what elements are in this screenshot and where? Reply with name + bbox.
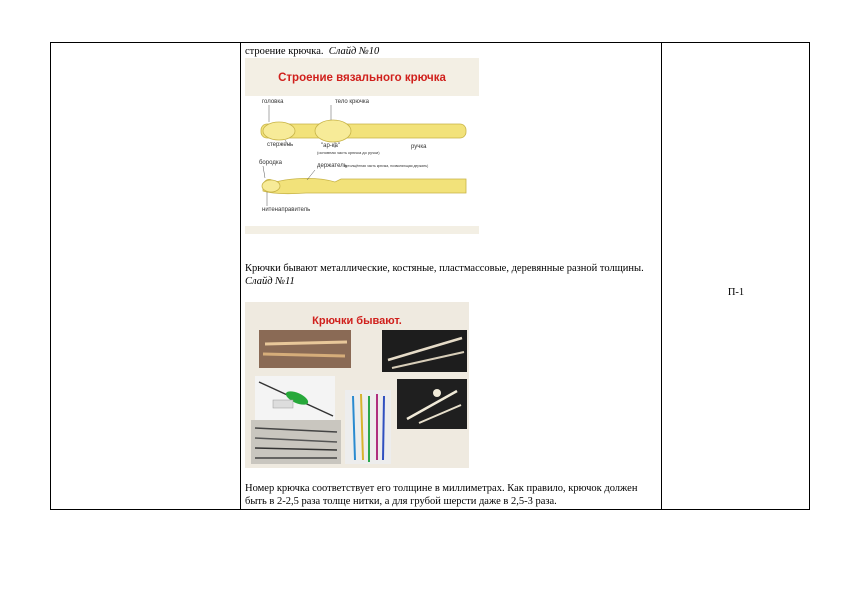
label-holder: держатель [317,163,347,169]
plastic-hook-photo [255,376,335,420]
label-shaft: стержень [267,142,294,148]
bone-hooks-photo [382,330,467,372]
label-thumb-rest-note: (основная часть крючка до ручки) [317,150,380,155]
metal-hooks-photo [251,420,341,464]
slide-number: Слайд №11 [245,276,295,287]
hook-types-figure [245,302,469,468]
label-head: головка [262,99,284,105]
carved-hooks-photo [397,379,467,429]
label-thread-guide: нитенаправитель [262,207,311,213]
wooden-hooks-photo [259,330,351,368]
label-throat: бородка [259,160,282,166]
column-divider [240,43,241,509]
lesson-table [50,42,810,510]
caption-text: строение крючка. [245,46,324,57]
hook-structure-figure [245,58,479,234]
materials-paragraph [245,262,657,288]
figure-title: Строение вязального крючка [278,72,446,84]
label-handle: ручка [411,144,427,150]
hook-size-paragraph: Номер крючка соответствует его толщине в миллиметрах. Как правило, крючок должен быть в 2-2,5 раза толще нитки, а для грубой шерсти даже в 2,5-3 раза. [245,483,638,507]
label-body: тело крючка [335,99,369,105]
label-holder-note: (утолщённая часть крючка, позволяющая держать) [345,164,429,168]
reference-code: П-1 [727,287,745,298]
colored-hooks-photo [345,390,391,464]
label-thumb-rest: "ар-ка" [321,143,341,149]
slide10-caption [245,45,657,58]
column-divider [661,43,662,509]
figure-title: Крючки бывают. [312,315,402,327]
materials-text: Крючки бывают металлические, костяные, пластмассовые, деревянные разной толщины. [245,263,644,274]
slide-number: Слайд №10 [328,46,380,57]
